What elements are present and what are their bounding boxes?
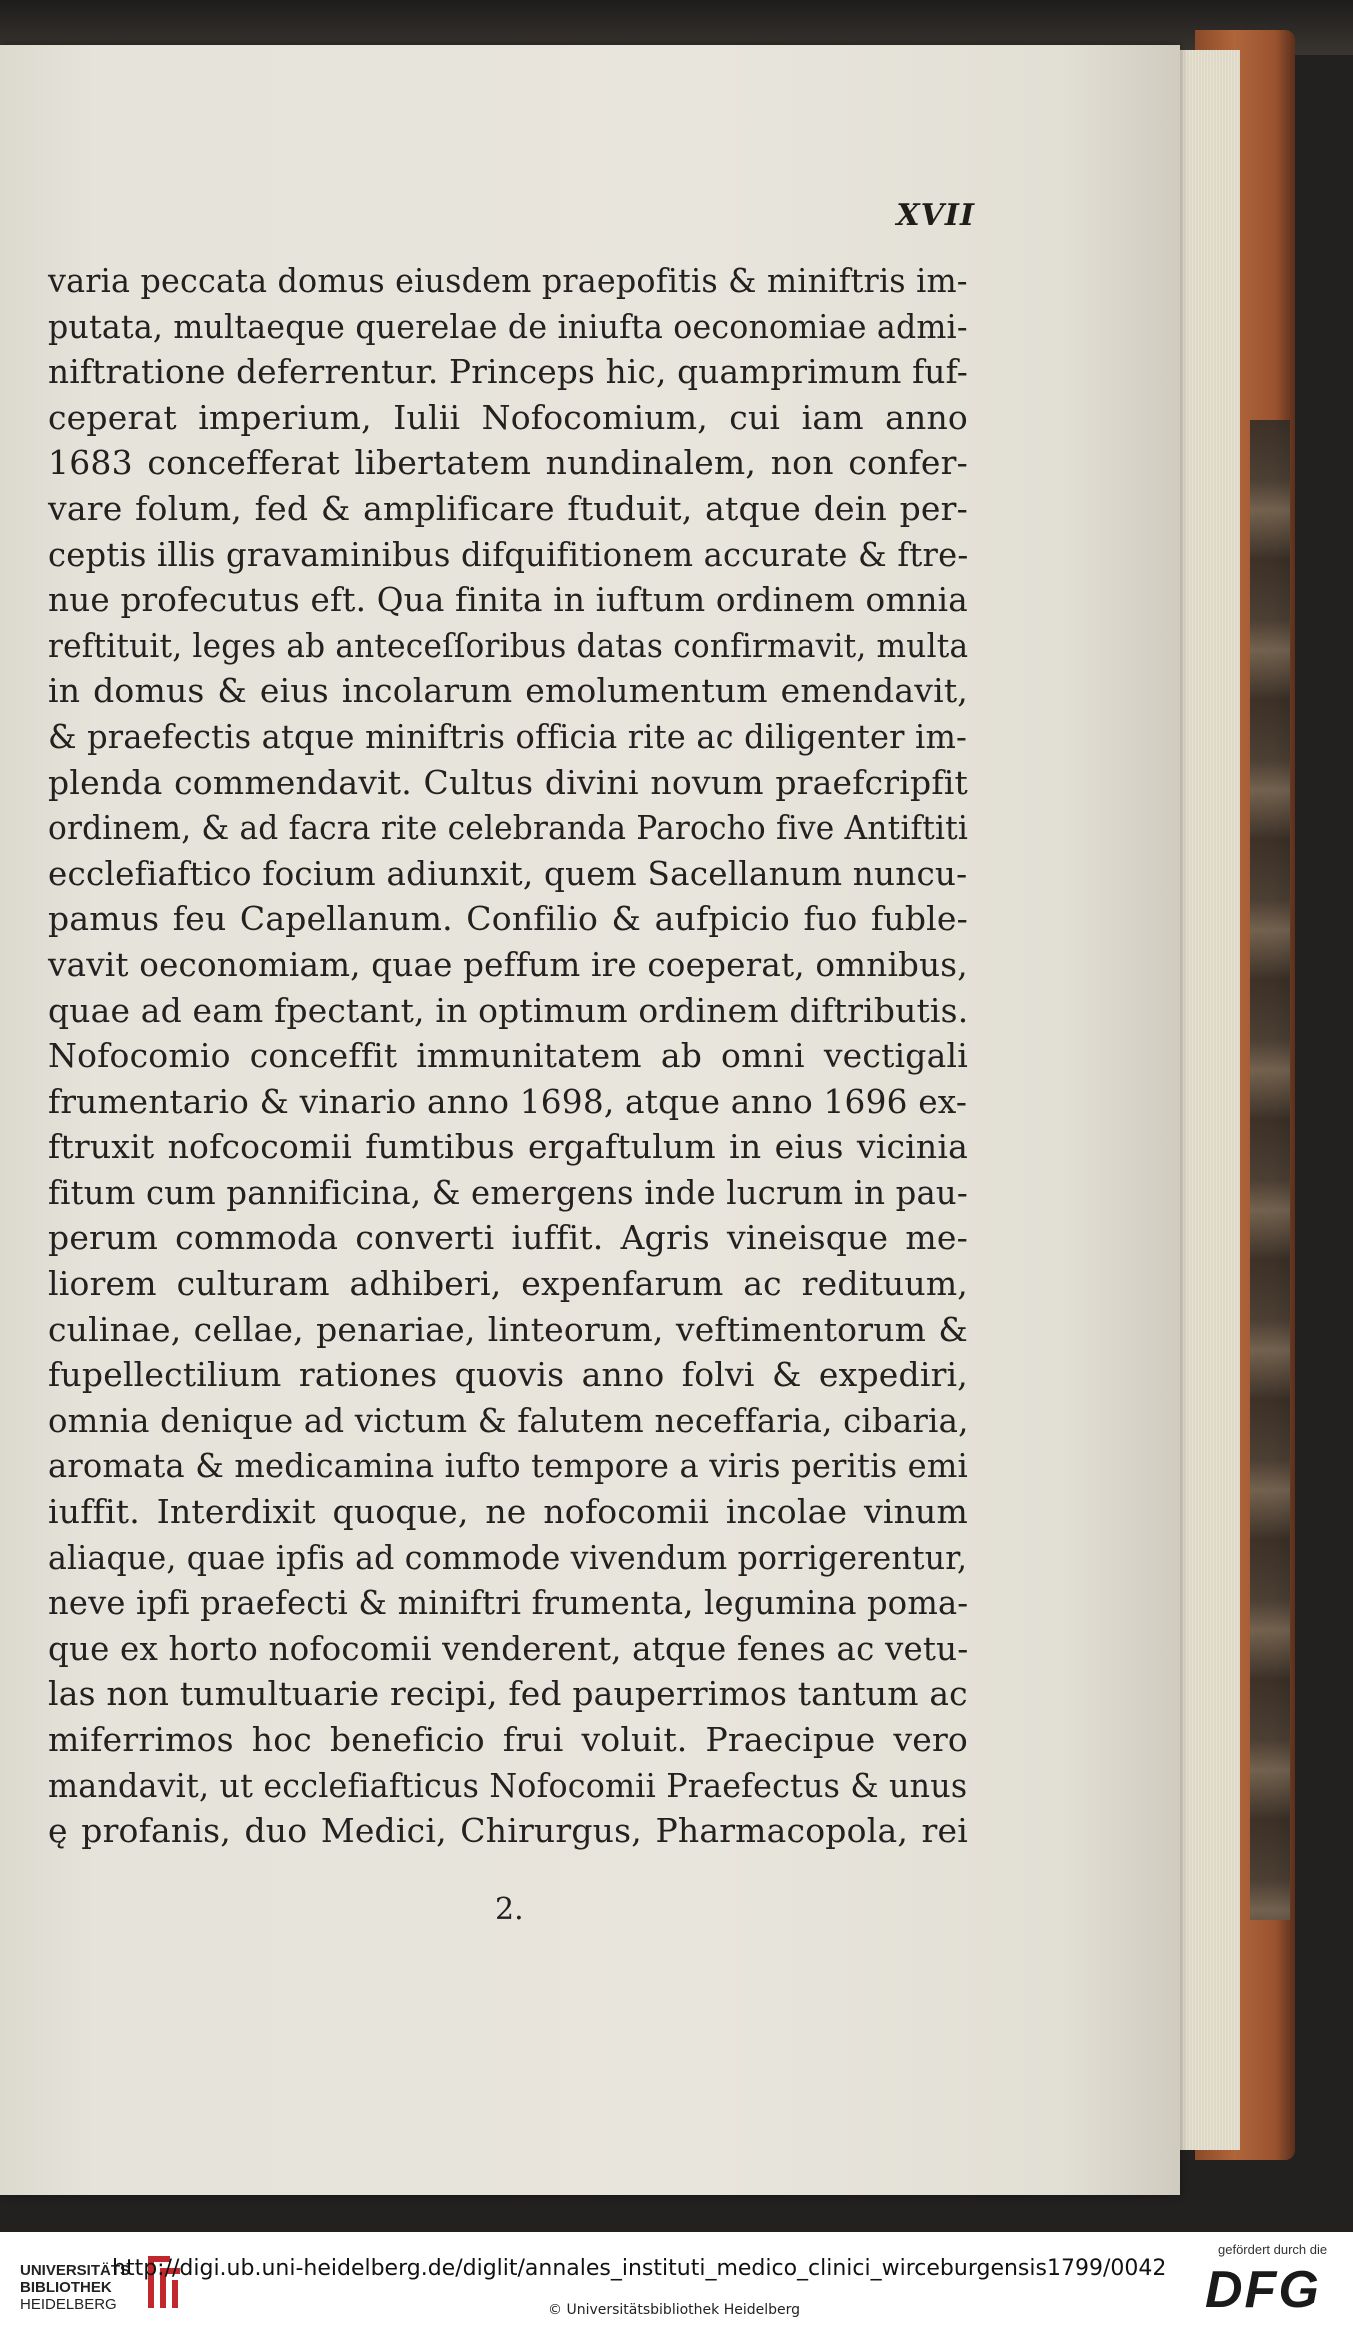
text-line: ftruxit nofcocomii fumtibus ergaftulum in eius vicinia bbox=[48, 1127, 968, 1167]
funder-note: gefördert durch die bbox=[1218, 2242, 1328, 2257]
copyright-notice: © Universitätsbibliothek Heidelberg bbox=[548, 2302, 801, 2318]
text-line: putata, multaeque querelae de iniufta oeconomiae admi- bbox=[48, 306, 968, 346]
text-line: liorem culturam adhiberi, expenfarum ac redituum, bbox=[48, 1264, 968, 1304]
permalink-url[interactable]: http://digi.ub.uni-heidelberg.de/diglit/annales_instituti_medico_clinici_wirceburgensis1799/0042 bbox=[112, 2256, 1167, 2281]
text-line: pamus feu Capellanum. Confilio & aufpicio fuo fuble- bbox=[48, 899, 968, 939]
institution-line-3: HEIDELBERG bbox=[20, 2296, 117, 2313]
body-text bbox=[48, 258, 968, 1854]
text-line: vare folum, fed & amplificare ftuduit, atque dein per- bbox=[48, 488, 968, 528]
viewer-footer bbox=[0, 2232, 1353, 2329]
text-line: niftratione deferrentur. Princeps hic, quamprimum fuf- bbox=[48, 352, 968, 392]
text-line: 1683 concefferat libertatem nundinalem, non confer- bbox=[48, 443, 968, 483]
text-line: aromata & medicamina iufto tempore a viris peritis emi bbox=[48, 1446, 968, 1486]
text-line: las non tumultuarie recipi, fed pauperrimos tantum ac bbox=[48, 1674, 968, 1714]
text-line: aliaque, quae ipfis ad commode vivendum porrigerentur, bbox=[48, 1537, 968, 1577]
text-line: neve ipfi praefecti & miniftri frumenta, legumina poma- bbox=[48, 1583, 969, 1623]
text-line: fitum cum pannificina, & emergens inde lucrum in pau- bbox=[48, 1172, 968, 1212]
text-line: omnia denique ad victum & falutem neceffaria, cibaria, bbox=[48, 1400, 969, 1440]
text-line: mandavit, ut ecclefiafticus Nofocomii Praefectus & unus bbox=[48, 1765, 968, 1805]
text-line: & praefectis atque miniftris officia rite ac diligenter im- bbox=[48, 716, 968, 756]
text-line: ę profanis, duo Medici, Chirurgus, Pharmacopola, rei bbox=[48, 1811, 968, 1851]
page-number: XVII bbox=[896, 198, 975, 233]
text-line: que ex horto nofocomii venderent, atque fenes ac vetu- bbox=[48, 1628, 969, 1668]
dfg-logo-icon: DFG bbox=[1205, 2261, 1321, 2319]
text-line: reftituit, leges ab anteceſſoribus datas confirmavit, multa bbox=[48, 625, 969, 665]
text-line: miferrimos hoc beneficio frui voluit. Praecipue vero bbox=[48, 1720, 968, 1759]
text-line: fupellectilium rationes quovis anno folvi & expediri, bbox=[48, 1355, 968, 1395]
text-line: culinae, cellae, penariae, linteorum, veftimentorum & bbox=[48, 1309, 968, 1349]
text-line: iuffit. Interdixit quoque, ne nofocomii incolae vinum bbox=[48, 1492, 968, 1532]
text-line: plenda commendavit. Cultus divini novum praefcripfit bbox=[48, 762, 968, 802]
text-line: frumentario & vinario anno 1698, atque anno 1696 ex- bbox=[48, 1081, 968, 1121]
text-line: ecclefiaftico focium adiunxit, quem Sacellanum nuncu- bbox=[48, 853, 968, 893]
text-line: nue profecutus eft. Qua finita in iuftum ordinem omnia bbox=[48, 580, 968, 620]
text-line: vavit oeconomiam, quae peffum ire coeperat, omnibus, bbox=[48, 944, 968, 984]
institution-line-1: UNIVERSITÄTS bbox=[20, 2262, 131, 2279]
text-line: ordinem, & ad facra rite celebranda Parocho five Antiftiti bbox=[48, 808, 969, 848]
text-line: ceperat imperium, Iulii Nofocomium, cui iam anno bbox=[48, 397, 968, 437]
text-line: perum commoda converti iuffit. Agris vineisque me- bbox=[48, 1218, 968, 1258]
text-line: varia peccata domus eiusdem praepofitis & miniftris im- bbox=[48, 261, 968, 300]
text-line: ceptis illis gravaminibus difquifitionem accurate & ftre- bbox=[48, 534, 969, 574]
signature-mark: 2. bbox=[495, 1892, 524, 1927]
text-line: in domus & eius incolarum emolumentum emendavit, bbox=[48, 671, 968, 711]
text-line: quae ad eam fpectant, in optimum ordinem diftributis. bbox=[48, 990, 969, 1030]
page-stack-edge bbox=[1170, 50, 1240, 2150]
institution-line-2: BIBLIOTHEK bbox=[20, 2279, 112, 2296]
text-line: Nofocomio conceffit immunitatem ab omni vectigali bbox=[48, 1036, 968, 1076]
book-cover-marbling bbox=[1250, 420, 1290, 1920]
